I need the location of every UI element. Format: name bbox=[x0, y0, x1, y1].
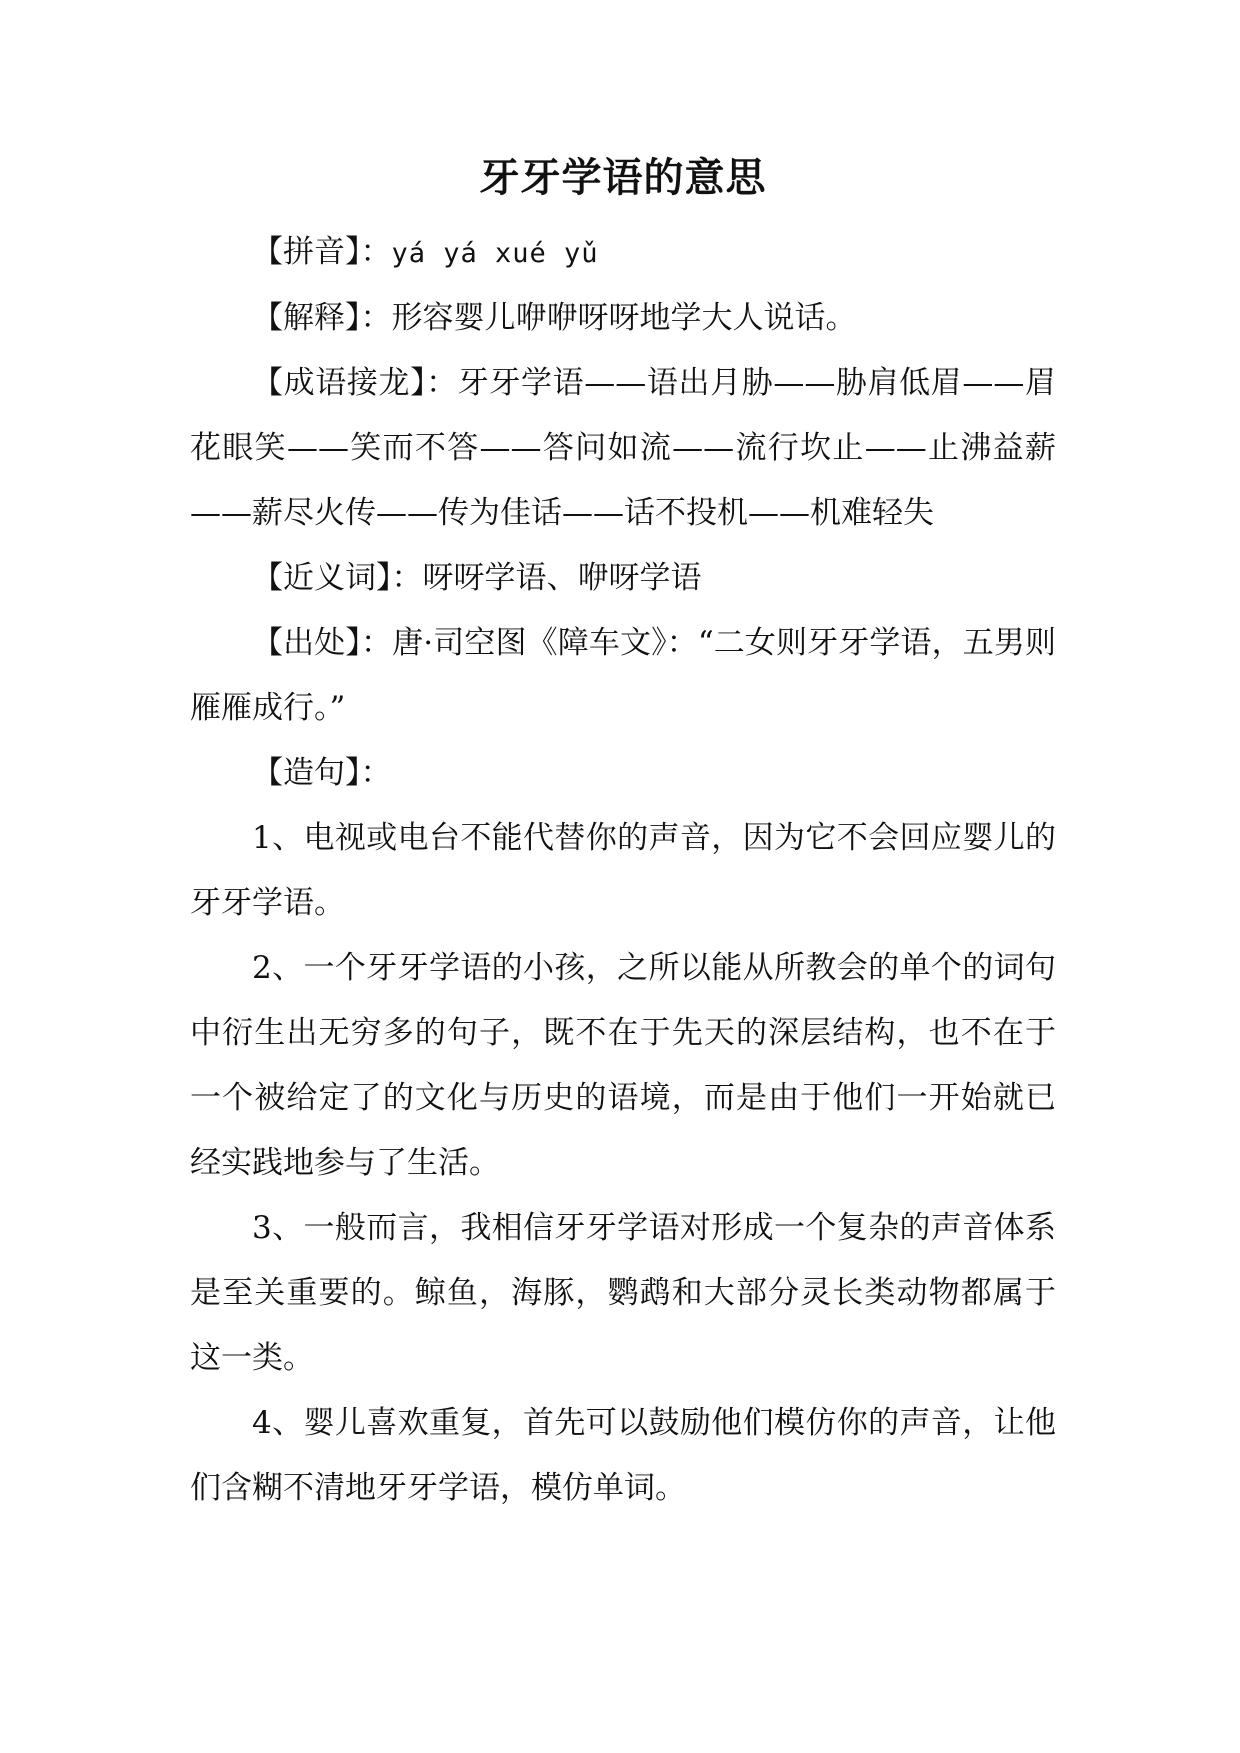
page-title: 牙牙学语的意思 bbox=[479, 155, 767, 201]
example-sentence-4: 4、婴儿喜欢重复，首先可以鼓励他们模仿你的声音，让他们含糊不清地牙牙学语，模仿单词。 bbox=[190, 1405, 1056, 1506]
source-value: 唐·司空图《障车文》：“二女则牙牙学语，五男则雁雁成行。” bbox=[190, 625, 1057, 726]
explanation-entry bbox=[190, 286, 1056, 351]
examples-heading: 【造句】： bbox=[252, 755, 392, 791]
source-entry bbox=[190, 611, 1056, 741]
idiom-chain-entry bbox=[190, 351, 1056, 546]
pinyin-value: yá yá xué yǔ bbox=[391, 238, 599, 269]
example-sentence-2: 2、一个牙牙学语的小孩，之所以能从所教会的单个的词句中衍生出无穷多的句子，既不在于先天的深层结构，也不在于一个被给定了的文化与历史的语境，而是由于他们一开始就已经实践地参与了生活。 bbox=[190, 950, 1056, 1181]
example-sentence-1: 1、电视或电台不能代替你的声音，因为它不会回应婴儿的牙牙学语。 bbox=[190, 820, 1056, 921]
explanation-label: 【解释】： bbox=[252, 300, 392, 336]
idiom-chain-label: 【成语接龙】： bbox=[252, 365, 458, 401]
document-page bbox=[190, 150, 1056, 1521]
synonyms-entry bbox=[190, 546, 1056, 611]
pinyin-entry bbox=[190, 220, 1056, 286]
example-sentence-3: 3、一般而言，我相信牙牙学语对形成一个复杂的声音体系是至关重要的。鲸鱼，海豚，鹦鹉和大部分灵长类动物都属于这一类。 bbox=[190, 1210, 1056, 1376]
synonyms-value: 呀呀学语、咿呀学语 bbox=[422, 560, 702, 596]
synonyms-label: 【近义词】： bbox=[252, 560, 423, 596]
idiom-chain-value: 牙牙学语——语出月胁——胁肩低眉——眉花眼笑——笑而不答——答问如流——流行坎止——止沸益薪——薪尽火传——传为佳话——话不投机——机难轻失 bbox=[190, 365, 1057, 531]
explanation-value: 形容婴儿咿咿呀呀地学大人说话。 bbox=[391, 300, 857, 336]
source-label: 【出处】： bbox=[252, 625, 393, 661]
pinyin-label: 【拼音】： bbox=[252, 234, 392, 270]
